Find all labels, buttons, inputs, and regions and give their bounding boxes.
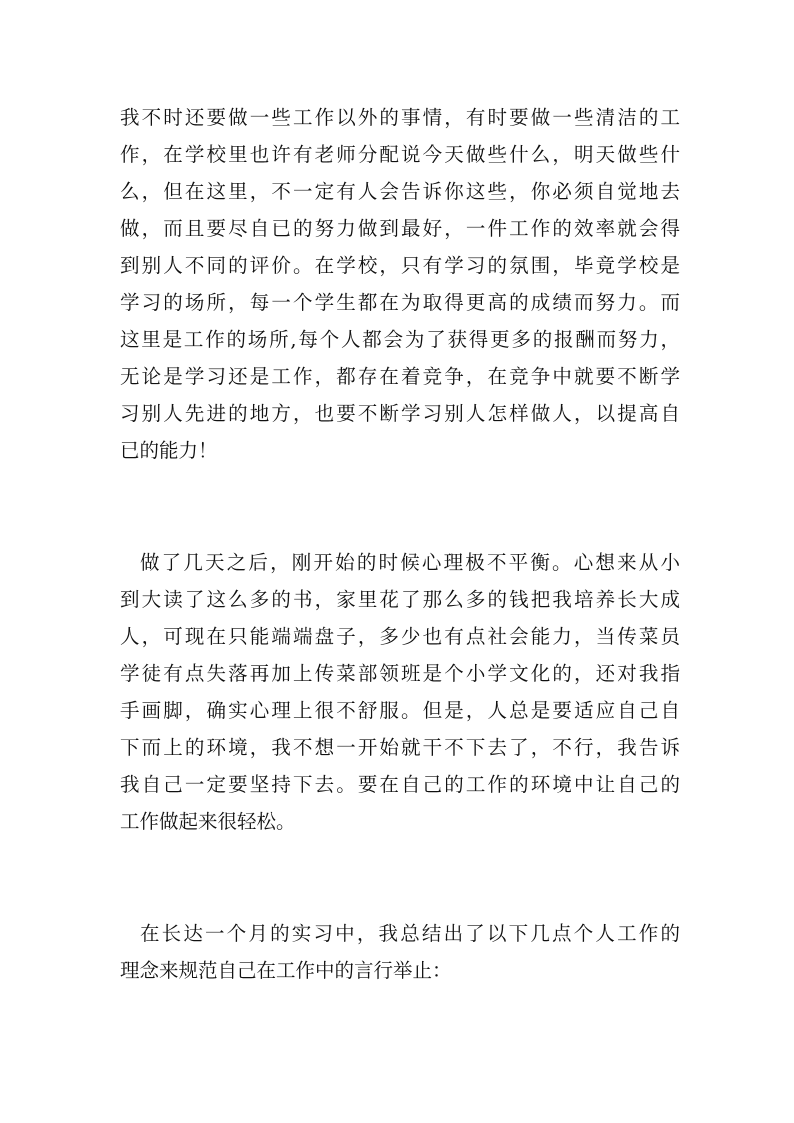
paragraph-2-line-8: 工作做起来很轻松。	[120, 810, 296, 833]
paragraph-1-line-6: 学习的场所，每一个学生都在为取得更高的成绩而努力。而	[120, 291, 680, 314]
paragraph-1-line-3: 么，但在这里，不一定有人会告诉你这些，你必须自觉地去	[120, 180, 680, 203]
paragraph-2-line-6: 下而上的环境，我不想一开始就干不下去了，不行，我告诉	[120, 736, 680, 759]
paragraph-1-line-8: 无论是学习还是工作，都存在着竞争，在竞争中就要不断学	[120, 365, 680, 388]
paragraph-3-line-1: 在长达一个月的实习中，我总结出了以下几点个人工作的	[140, 922, 680, 945]
paragraph-3-line-2: 理念来规范自己在工作中的言行举止：	[120, 959, 452, 982]
paragraph-1-line-4: 做，而且要尽自已的努力做到最好，一件工作的效率就会得	[120, 217, 680, 240]
paragraph-2-line-1: 做了几天之后，刚开始的时候心理极不平衡。心想来从小	[140, 551, 680, 574]
paragraph-1-line-9: 习别人先进的地方，也要不断学习别人怎样做人，以提高自	[120, 402, 680, 425]
paragraph-1-line-7: 这里是工作的场所,每个人都会为了获得更多的报酬而努力，	[120, 328, 680, 351]
paragraph-2-line-4: 学徒有点失落再加上传菜部领班是个小学文化的，还对我指	[120, 662, 680, 685]
paragraph-1-line-2: 作，在学校里也许有老师分配说今天做些什么，明天做些什	[120, 143, 680, 166]
paragraph-1-line-1: 我不时还要做一些工作以外的事情，有时要做一些清洁的工	[120, 106, 680, 129]
paragraph-1-line-10: 已的能力！	[120, 439, 218, 462]
paragraph-2-line-3: 人，可现在只能端端盘子，多少也有点社会能力，当传菜员	[120, 625, 680, 648]
paragraph-2-line-5: 手画脚，确实心理上很不舒服。但是，人总是要适应自己自	[120, 699, 680, 722]
paragraph-2-line-7: 我自己一定要坚持下去。要在自己的工作的环境中让自己的	[120, 773, 680, 796]
paragraph-1-line-5: 到别人不同的评价。在学校，只有学习的氛围，毕竟学校是	[120, 254, 680, 277]
paragraph-2-line-2: 到大读了这么多的书，家里花了那么多的钱把我培养长大成	[120, 588, 680, 611]
